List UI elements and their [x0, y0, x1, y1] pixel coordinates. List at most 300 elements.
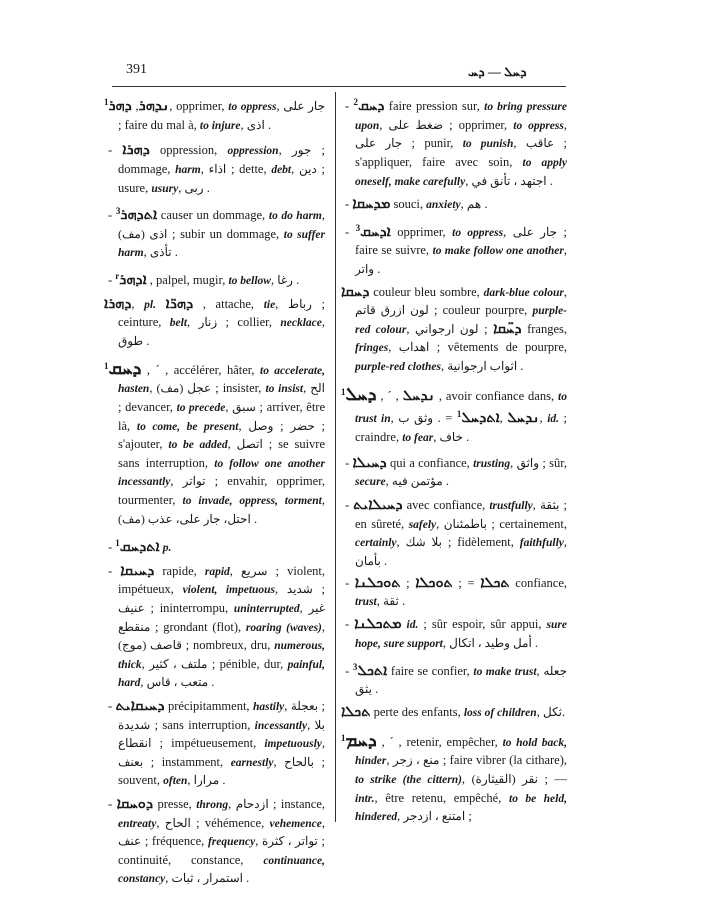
english-gloss: fringes [355, 342, 389, 355]
syriac-headword: ܕܚܝܩܐܝܬ [115, 698, 165, 714]
syriac-headword: ܕܚܠ [345, 383, 377, 404]
french-text: ; insister, [211, 381, 266, 396]
syriac-headword: ܕܚ̈ܩܐ [493, 320, 522, 337]
english-gloss: to be held, hindered [355, 792, 567, 824]
arabic-gloss: بثقة [539, 497, 560, 512]
english-gloss: to come, be present [136, 420, 239, 433]
french-text: , [510, 455, 517, 470]
french-text: . = [433, 411, 457, 426]
syriac-headword: ܕܚܩ [108, 357, 142, 378]
french-text: . [243, 871, 250, 886]
french-text: couleur bleu sombre, [369, 284, 484, 299]
french-text: confiance, [509, 576, 567, 591]
english-gloss: often [163, 775, 188, 788]
french-text: , [563, 535, 567, 550]
arabic-gloss: لون ازرق قاتم [355, 303, 429, 318]
arabic-gloss: بعنف [118, 754, 144, 769]
arabic-gloss: متعب ، قاس [146, 675, 209, 690]
english-gloss: certainly [355, 537, 397, 550]
english-gloss: id. [406, 619, 419, 632]
french-text: ; [312, 582, 325, 597]
french-text: ; collier, [217, 315, 281, 330]
french-text: - [345, 497, 354, 512]
french-text: . [398, 593, 406, 608]
arabic-gloss: الحاح [164, 815, 191, 830]
french-text: ; usure, [118, 161, 326, 195]
french-text: ; impétueusement, [151, 736, 265, 751]
french-text: , [131, 296, 145, 311]
french-text: ; arriver, être là, [118, 399, 326, 433]
english-gloss: to accelerate, hasten [118, 364, 325, 396]
english-gloss: purple-red clothes [355, 361, 441, 374]
french-text: ; sûr espoir, sûr appui, [418, 617, 547, 632]
french-text: , [227, 437, 237, 452]
arabic-gloss: حضر [290, 418, 315, 433]
english-gloss: to trust in [355, 390, 567, 426]
french-text: , [156, 815, 165, 830]
french-text: , [539, 411, 548, 426]
french-text: ; nombreux, dru, [182, 638, 275, 653]
arabic-gloss: وثق ب [398, 411, 434, 426]
french-text: ; grondant (flot), [150, 619, 246, 634]
dictionary-entry [104, 268, 325, 291]
arabic-gloss: اذاء [208, 161, 227, 176]
dictionary-entry [104, 203, 325, 263]
arabic-gloss: اهداب [398, 340, 430, 355]
french-text: ; en sûreté, [355, 497, 567, 531]
arabic-gloss: احتل، جار على، عذب (مف) [118, 511, 251, 526]
dictionary-entry [341, 94, 567, 191]
arabic-gloss: طوق [118, 334, 144, 348]
french-text: , [200, 161, 209, 176]
french-text: . [380, 553, 388, 568]
english-gloss: intr. [355, 792, 375, 805]
french-text: . [462, 430, 470, 445]
arabic-gloss: دين [299, 161, 317, 176]
english-gloss: secure [355, 476, 386, 489]
arabic-gloss: أمل وطيد ، اتكال [449, 636, 532, 651]
arabic-gloss: شديدة [118, 717, 151, 732]
entry-number: 1 [341, 386, 346, 397]
english-gloss: oppression [227, 145, 279, 158]
arabic-gloss: ضغط على [388, 117, 444, 132]
french-text: ; subir un dommage, [167, 226, 284, 241]
dictionary-entry [341, 575, 567, 611]
arabic-gloss: عجل (مف) [156, 381, 212, 396]
french-text: , [406, 321, 415, 336]
arabic-gloss: جار على [283, 99, 325, 114]
french-text: , [436, 516, 444, 531]
french-text: ; [318, 699, 325, 713]
french-text: , [536, 705, 543, 719]
dictionary-entry [341, 497, 567, 570]
left-column [104, 94, 325, 894]
english-gloss: violent, impetuous [182, 584, 276, 597]
french-text: . [264, 117, 272, 132]
french-text: ; instamment, [143, 754, 231, 769]
english-gloss: continuance, constancy [118, 854, 325, 886]
running-head: ܕܚܠ — ܕܚ [468, 64, 527, 79]
french-text: , opprimer, [169, 99, 229, 114]
french-text: , [240, 117, 247, 132]
arabic-gloss: نقر (القيثارة) [471, 771, 539, 786]
french-text: ; fidèlement, [442, 535, 520, 550]
dictionary-entry [104, 142, 325, 198]
french-text: qui a confiance, [386, 455, 474, 470]
entry-number: 1 [104, 360, 109, 371]
arabic-gloss: عاقب [525, 136, 555, 151]
dictionary-entry [104, 563, 325, 693]
english-gloss: to invade, oppress, torment [182, 494, 322, 507]
french-text: , [563, 243, 567, 258]
french-text: perte des enfants, [370, 705, 464, 719]
dictionary-entry [104, 94, 325, 135]
french-text: , [461, 771, 472, 786]
english-gloss: frequency [207, 836, 256, 849]
english-gloss: to insist [265, 383, 304, 396]
french-text: , avoir confiance dans, [434, 388, 559, 403]
french-text: ; sans interruption, [150, 717, 255, 732]
syriac-headword: ܢܕܚܠ [507, 410, 540, 427]
french-text: , [178, 180, 185, 195]
french-text: , [397, 809, 404, 824]
french-text: faire pression sur, [384, 99, 485, 114]
english-gloss: debt [271, 163, 292, 176]
entry-number: r [115, 271, 120, 282]
french-text: ; [273, 418, 291, 433]
syriac-headword: ܢܕܗܪ [138, 98, 170, 115]
french-text: , [321, 736, 325, 751]
arabic-gloss: جور [291, 143, 312, 158]
syriac-headword: ܬܟܠܐ [341, 704, 371, 720]
french-text: , [275, 582, 287, 597]
french-text: , [321, 315, 326, 330]
arabic-gloss: الح [310, 381, 325, 396]
french-text: , ´ , retenir, empêcher, [376, 734, 503, 749]
english-gloss: p. [162, 542, 172, 555]
french-text: , [321, 208, 326, 223]
syriac-headword: ܕܘܚܩܐ [116, 795, 154, 812]
arabic-gloss: مؤتمن فيه [391, 474, 443, 489]
french-text: - [345, 617, 355, 632]
french-text: . [374, 262, 381, 277]
arabic-gloss: ربى [184, 180, 204, 195]
french-text: ; devancer, [118, 399, 177, 414]
arabic-gloss: تواتر ، كثرة [261, 834, 318, 849]
dictionary-entry [104, 535, 325, 558]
syriac-headword: ܕܗܪ̈ܐ [165, 295, 194, 312]
syriac-headword: ܢܕܚܠ [402, 387, 435, 404]
syriac-headword: ܡܬܟܠܢܐ [354, 616, 402, 633]
arabic-gloss: وصل [248, 418, 274, 433]
french-text: , [276, 99, 284, 114]
french-text: , ´ , accélérer, hâter, [141, 362, 261, 377]
french-text: , [273, 754, 285, 769]
arabic-gloss: اتصل [236, 437, 263, 452]
french-text: , [255, 834, 262, 849]
english-gloss: numerous, thick [118, 640, 326, 671]
french-text: franges, [521, 321, 567, 336]
french-text: , [532, 497, 540, 512]
arabic-gloss: بعجلة [290, 699, 319, 713]
french-text: , [187, 773, 194, 788]
dictionary-entry [341, 196, 567, 215]
english-gloss: to make trust [473, 665, 537, 678]
french-text: , [563, 117, 567, 132]
dictionary-entry [341, 384, 567, 448]
arabic-gloss: عنف [118, 834, 142, 849]
french-text: - [345, 224, 356, 239]
french-text: . [517, 359, 524, 374]
french-text: ; sûr, [539, 455, 568, 470]
english-gloss: pl. [144, 298, 156, 311]
french-text: . [546, 173, 553, 188]
arabic-gloss: بلا شك [405, 535, 443, 550]
syriac-headword: ܐܬܕܚܠ [461, 410, 500, 427]
arabic-gloss: رباط [288, 296, 312, 311]
english-gloss: impetuously [264, 738, 322, 751]
arabic-gloss: سبق [232, 399, 256, 414]
entry-number: 2 [353, 97, 358, 107]
arabic-gloss: شديد [286, 582, 313, 597]
arabic-gloss: جعله يثق [355, 663, 567, 697]
french-text: ; craindre, [355, 411, 568, 445]
french-text: , [228, 796, 236, 811]
french-text: , attache, [193, 296, 264, 311]
arabic-gloss: اثواب ارجوانية [447, 359, 518, 374]
syriac-headword: ܐܬܕܚܩ [119, 539, 160, 556]
french-text: , [299, 601, 309, 616]
english-gloss: trusting [473, 457, 511, 470]
french-text: ; faire vibrer (la cithare), [439, 753, 568, 768]
french-text: ; [400, 576, 416, 591]
french-text: . [208, 675, 215, 690]
french-text: . [292, 273, 300, 288]
french-text: , [187, 315, 199, 330]
french-text: , [386, 753, 393, 768]
english-gloss: roaring (waves) [245, 621, 322, 634]
arabic-gloss: مرارا [193, 773, 220, 788]
arabic-gloss: اذى (مف) [118, 226, 168, 241]
dictionary-entry [341, 616, 567, 653]
french-text: , [225, 399, 233, 414]
english-gloss: to follow one another incessantly [118, 457, 326, 489]
french-text: ; punir, [402, 136, 463, 151]
french-text: , [141, 656, 150, 671]
dictionary-entry [341, 220, 567, 279]
english-gloss: to punish [462, 138, 514, 151]
french-text: , [385, 474, 392, 489]
french-text: , palpel, mugir, [146, 273, 229, 288]
french-text: avec confiance, [402, 497, 490, 512]
syriac-headword: ܕܚܝܠܐܝܬ [353, 496, 403, 513]
french-text: ; [478, 321, 494, 336]
english-gloss: to oppress [452, 226, 504, 239]
french-text: , [275, 296, 288, 311]
english-gloss: necklace [280, 317, 322, 330]
french-text: ; dommage, [118, 143, 326, 176]
french-text: . [203, 180, 210, 195]
french-text: ; s'appliquer, faire avec soin, [355, 136, 567, 169]
english-gloss: to apply oneself, make carefully [355, 156, 568, 188]
english-gloss: to injure [199, 119, 241, 132]
arabic-gloss: تأذى [149, 245, 172, 260]
french-text: , [270, 273, 278, 288]
french-text: , [465, 173, 472, 188]
arabic-gloss: بلا انقطاع [118, 717, 325, 751]
french-text: , [149, 381, 157, 396]
syriac-headword: ܕܚܝܩܐ [120, 562, 155, 579]
french-text: - [108, 796, 117, 811]
english-gloss: dark-blue colour [483, 286, 564, 299]
french-text: , [321, 619, 326, 634]
french-text: , [440, 359, 448, 374]
page-number: 391 [126, 62, 147, 77]
entry-number: 1 [104, 97, 109, 107]
english-gloss: to bellow [228, 275, 271, 288]
arabic-gloss: لون ارجواني [415, 321, 479, 336]
english-gloss: trustfully [489, 499, 533, 512]
dictionary-entry [341, 659, 567, 699]
right-column [341, 94, 567, 834]
french-text: , [513, 136, 526, 151]
french-text: , [229, 563, 242, 578]
french-text: ; envahir, opprimer, tourmenter, [118, 474, 325, 507]
english-gloss: painful, hard [118, 658, 325, 690]
english-gloss: to fear [402, 432, 434, 445]
syriac-headword: ܕܚܩ [357, 98, 385, 115]
french-text: ; — [538, 771, 567, 786]
arabic-gloss: عنيف [118, 601, 145, 616]
french-text: presse, [153, 796, 197, 811]
english-gloss: purple-red colour [355, 305, 567, 336]
french-text: ; vêtements de pourpre, [429, 340, 567, 355]
french-text: ; fréquence, [141, 834, 208, 849]
english-gloss: hastily [252, 701, 285, 713]
french-text: . [371, 682, 379, 697]
english-gloss: sure hope, sure support [355, 619, 567, 651]
syriac-headword: ܐܕܗܪ [119, 272, 147, 289]
arabic-gloss: واثق [516, 455, 540, 470]
french-text: ; opprimer, [443, 117, 514, 132]
french-text: , [307, 717, 315, 732]
syriac-headword: ܕܗܪܐ [122, 142, 150, 159]
french-text: opprimer, [390, 224, 453, 239]
french-text: ; continuité, constance, [118, 834, 325, 867]
french-text: oppression, [149, 143, 228, 158]
french-text: . [442, 474, 450, 489]
english-gloss: incessantly [254, 719, 308, 732]
french-text: , [379, 117, 389, 132]
syriac-headword: ܐܬܟܠ [357, 662, 388, 679]
french-text: - [345, 455, 353, 470]
arabic-gloss: ملتف ، كثير [149, 656, 208, 671]
english-gloss: vehemence [269, 817, 322, 830]
french-text: , [536, 663, 544, 678]
entry-number: 1 [456, 409, 462, 420]
syriac-headword: ܐܕܚܩ [360, 223, 391, 240]
arabic-gloss: جار على [355, 136, 403, 151]
english-gloss: trust [355, 595, 377, 608]
english-gloss: throng [196, 798, 229, 811]
entry-number: 3 [355, 222, 361, 233]
french-text: , [140, 675, 147, 690]
french-text: ; souvent, [118, 754, 325, 788]
arabic-gloss: واتر [355, 262, 375, 277]
syriac-headword: ܕܗܪܐ [104, 295, 132, 312]
french-text: - [345, 663, 353, 678]
english-gloss: to oppress [228, 101, 277, 114]
french-text: ; pénible, dur, [207, 656, 288, 671]
entry-number: 1 [115, 538, 120, 549]
english-gloss: to be added [168, 439, 228, 452]
arabic-gloss: رغا [277, 273, 293, 288]
french-text: ; instance, [268, 796, 325, 811]
french-text: causer un dommage, [157, 208, 269, 223]
french-text: , [388, 340, 399, 355]
entry-number: 1 [341, 732, 346, 743]
french-text: ; dette, [226, 161, 272, 176]
french-text: , [499, 411, 508, 426]
entry-number: 3 [115, 206, 121, 217]
french-text: précipitamment, [164, 699, 253, 713]
french-text: ; faire du mal à, [118, 117, 200, 132]
french-text: ; ininterrompu, [144, 601, 234, 616]
french-text: , [390, 411, 399, 426]
dictionary-entry [341, 704, 567, 723]
french-text: - [108, 699, 116, 713]
french-text: , être retenu, empêché, [374, 790, 509, 805]
arabic-gloss: بأمان [355, 553, 381, 568]
french-text: , [321, 815, 326, 830]
arabic-gloss: ثكل [542, 705, 562, 719]
french-text: , [278, 143, 292, 158]
syriac-headword: ܬܘܟܠܐ [415, 575, 453, 592]
french-text: ; se suivre sans interruption, [118, 437, 326, 470]
dictionary-entry [104, 698, 325, 791]
french-text: faire se confier, [387, 663, 474, 678]
english-gloss: to suffer harm [118, 228, 325, 260]
arabic-gloss: استمرار ، ثبات [171, 871, 244, 886]
french-text: , [291, 161, 299, 176]
french-text: . [250, 511, 258, 526]
french-text: - [108, 208, 116, 223]
arabic-gloss: باطمئنان [443, 516, 487, 531]
french-text: , [433, 430, 440, 445]
dictionary-entry [341, 455, 567, 492]
arabic-gloss: ثقة [383, 593, 399, 608]
french-text: - [345, 576, 355, 591]
header-rule [112, 86, 566, 87]
english-gloss: entreaty [118, 817, 157, 830]
french-text: , [238, 418, 249, 433]
french-text: ; couleur pourpre, [428, 303, 533, 318]
arabic-gloss: سريع [241, 563, 268, 578]
french-text: . [171, 245, 178, 260]
dictionary-entry [104, 296, 325, 351]
english-gloss: id. [547, 413, 560, 426]
syriac-headword: ܐܬܕܗܪ [120, 207, 158, 224]
french-text: , [303, 381, 311, 396]
arabic-gloss: خاف [439, 430, 463, 445]
english-gloss: usury [151, 182, 179, 195]
french-text: , [563, 284, 567, 299]
french-text: ; faire se suivre, [355, 224, 567, 258]
french-text: , [442, 636, 450, 651]
syriac-headword: ܕܚܝܠܐ [352, 454, 387, 471]
french-text: ; ceinture, [118, 296, 326, 330]
english-gloss: to oppress [513, 119, 564, 132]
